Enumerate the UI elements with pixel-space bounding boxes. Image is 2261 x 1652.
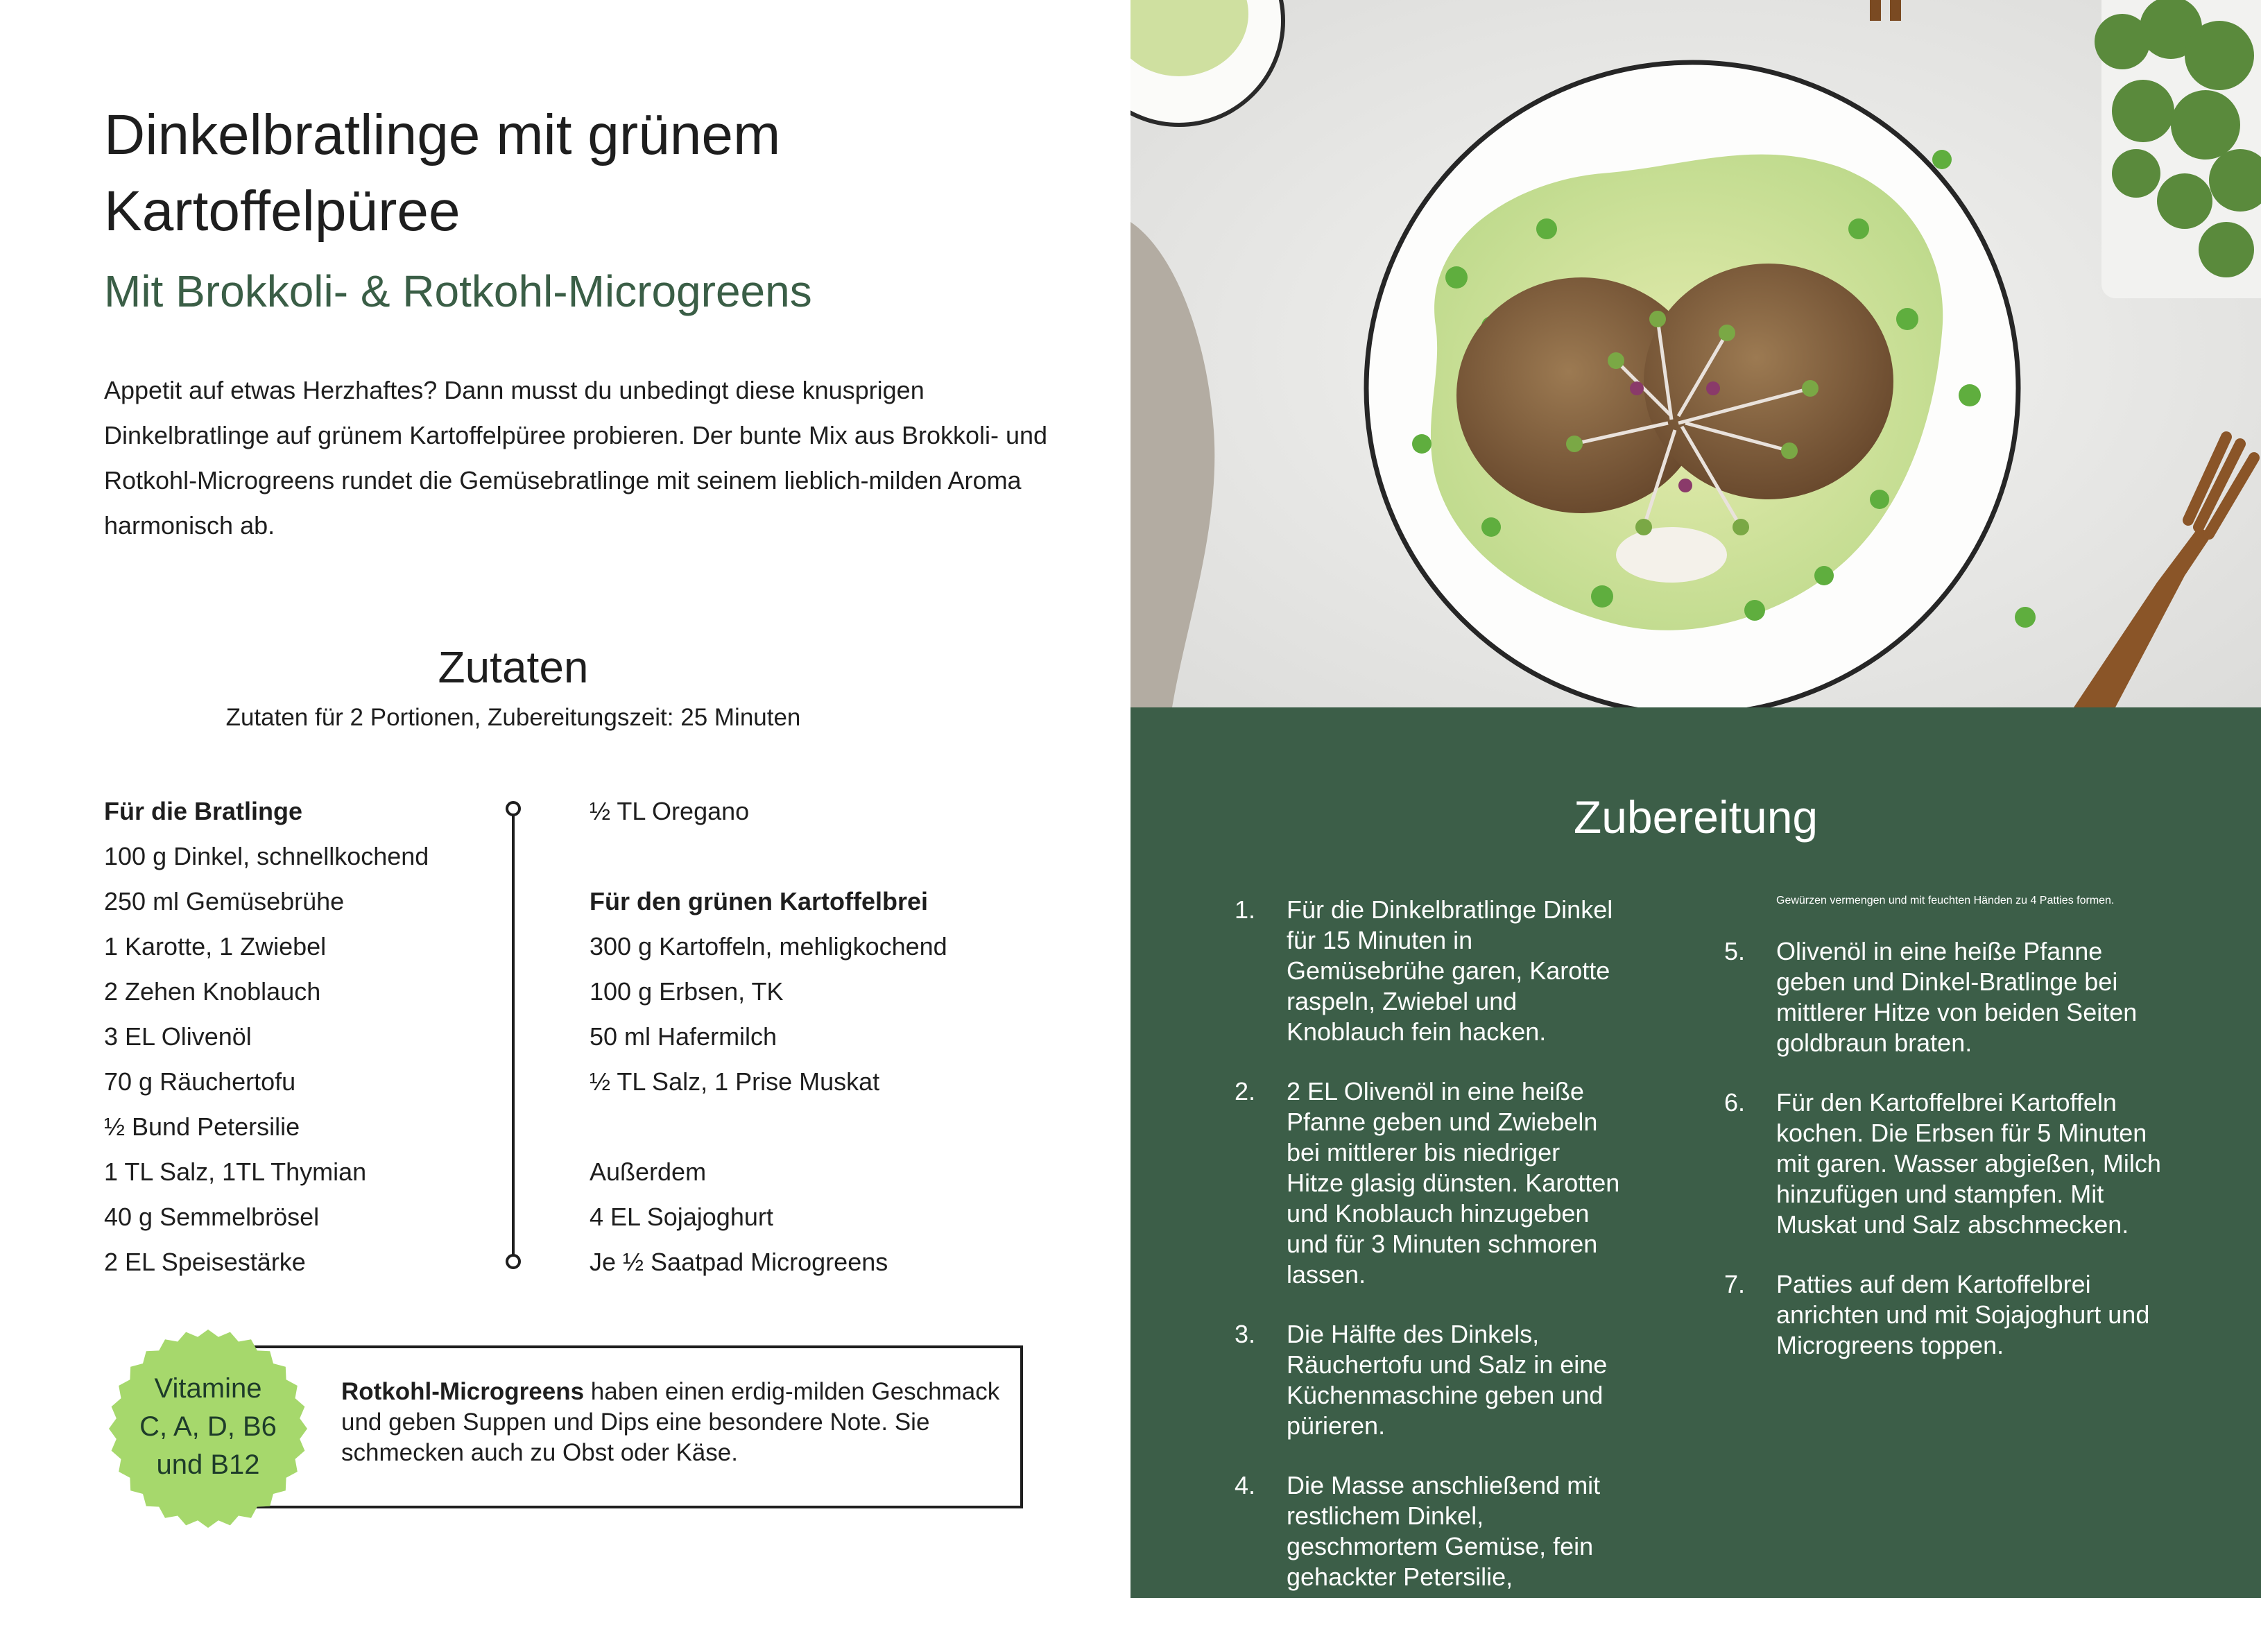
- step-number: 7.: [1724, 1270, 1746, 1298]
- step-number: 2.: [1235, 1077, 1256, 1105]
- ingredient-list-left: [104, 791, 492, 1287]
- divider-dot-bottom: [506, 1254, 521, 1269]
- divider-dot-top: [506, 801, 521, 816]
- step-item: [1724, 1087, 2161, 1240]
- step-item: [1235, 1319, 1623, 1441]
- badge-line-3: und B12: [156, 1449, 260, 1480]
- preparation-heading: Zubereitung: [1573, 791, 1819, 843]
- recipe-subtitle: Mit Brokkoli- & Rotkohl-Microgreens: [104, 266, 812, 316]
- ingredient-list-right: [590, 791, 1006, 1287]
- right-item: [590, 836, 1006, 881]
- step-item: [1235, 1076, 1623, 1290]
- step-number: 5.: [1724, 937, 1746, 965]
- step-text: Für den Kartoffelbrei Kartoffeln kochen. Die Erbsen für 5 Minuten mit garen. Wasser abgießen, Milch hinzufügen und stampfen. Mit Muskat und Salz abschmecken.: [1776, 1088, 2161, 1239]
- step-item: [1724, 936, 2161, 1058]
- vitamin-badge-text: [108, 1370, 309, 1484]
- steps-list-left: [1235, 895, 1623, 1652]
- step-item: [1235, 895, 1623, 1047]
- step-number: 4.: [1235, 1471, 1256, 1499]
- left-item: 250 ml Gemüsebrühe: [104, 887, 345, 915]
- ingredients-heading: Zutaten: [438, 642, 589, 692]
- left-item: 1 Karotte, 1 Zwiebel: [104, 932, 327, 961]
- right-item: 50 ml Hafermilch: [590, 1022, 777, 1051]
- ingredients-subheading: Zutaten für 2 Portionen, Zubereitungszeit: 25 Minuten: [225, 704, 801, 731]
- step-item: [1235, 1470, 1623, 1623]
- tip-bold: Rotkohl-Microgreens: [341, 1378, 585, 1405]
- right-item: [590, 1106, 1006, 1151]
- recipe-title: Dinkelbratlinge mit grünem Kartoffelpüree: [104, 103, 781, 243]
- left-item: 2 Zehen Knoblauch: [104, 977, 321, 1006]
- left-item: 70 g Räuchertofu: [104, 1067, 296, 1096]
- dish-illustration-icon: [1130, 0, 2261, 707]
- badge-line-2: C, A, D, B6: [139, 1411, 277, 1442]
- left-item: Für die Bratlinge: [104, 797, 303, 825]
- step-text: Patties auf dem Kartoffelbrei anrichten und mit Sojajoghurt und Microgreens toppen.: [1776, 1270, 2150, 1359]
- step-text: Die Hälfte des Dinkels, Räuchertofu und Salz in eine Küchenmaschine geben und pürieren.: [1287, 1320, 1608, 1440]
- left-item: 100 g Dinkel, schnellkochend: [104, 842, 429, 870]
- step-text: Die Masse anschließend mit restlichem Dinkel, geschmortem Gemüse, fein gehackter Petersilie, Semmelbröseln, Stärke und: [1287, 1471, 1601, 1621]
- step-number: 3.: [1235, 1320, 1256, 1348]
- right-item: 4 EL Sojajoghurt: [590, 1203, 773, 1231]
- right-item: ½ TL Salz, 1 Prise Muskat: [590, 1067, 880, 1096]
- left-item: 2 EL Speisestärke: [104, 1248, 306, 1276]
- step-number: 6.: [1724, 1088, 1746, 1117]
- tip-body: haben einen erdig-milden Geschmack und geben Suppen und Dips eine besondere Note. Sie schmecken auch zu Obst oder Käse.: [341, 1378, 1000, 1466]
- step-item: [1724, 1269, 2161, 1361]
- step-4-continued: Gewürzen vermengen und mit feuchten Händen zu 4 Patties formen.: [1776, 895, 2115, 906]
- step-text: Olivenöl in eine heiße Pfanne geben und Dinkel-Bratlinge bei mittlerer Hitze von beiden Seiten goldbraun braten.: [1776, 937, 2138, 1057]
- step-text: Für die Dinkelbratlinge Dinkel für 15 Minuten in Gemüsebrühe garen, Karotte raspeln, Zwiebel und Knoblauch fein hacken.: [1287, 895, 1613, 1046]
- right-item: 100 g Erbsen, TK: [590, 977, 784, 1006]
- left-item: 1 TL Salz, 1TL Thymian: [104, 1158, 367, 1186]
- intro-text: Appetit auf etwas Herzhaftes? Dann musst du unbedingt diese knusprigen Dinkelbratlinge auf grünem Kartoffelpüree probieren. Der bunte Mix aus Brokkoli- und Rotkohl-Microgreens rundet die Gemüsebratlinge mit seinem lieblich-milden Aroma harmonisch ab.: [104, 376, 1048, 540]
- step-text: 2 EL Olivenöl in eine heiße Pfanne geben und Zwiebeln bei mittlerer bis niedriger Hitze glasig dünsten. Karotten und Knoblauch hinzugeben und für 3 Minuten schmoren lassen.: [1287, 1077, 1620, 1289]
- right-item: Außerdem: [590, 1158, 707, 1186]
- left-item: ½ Bund Petersilie: [104, 1112, 300, 1141]
- right-page: [1130, 0, 2261, 1621]
- left-page: [0, 0, 1130, 1598]
- food-photo: [1130, 0, 2261, 707]
- right-item: 300 g Kartoffeln, mehligkochend: [590, 932, 947, 961]
- right-item: ½ TL Oregano: [590, 797, 750, 825]
- badge-line-1: Vitamine: [154, 1373, 262, 1404]
- ingredient-divider: [512, 808, 515, 1266]
- left-item: 40 g Semmelbrösel: [104, 1203, 320, 1231]
- steps-list-right: [1724, 895, 2161, 1390]
- right-item: Je ½ Saatpad Microgreens: [590, 1248, 888, 1276]
- step-number: 1.: [1235, 895, 1256, 924]
- left-item: 3 EL Olivenöl: [104, 1022, 252, 1051]
- tip-text: [341, 1377, 1000, 1468]
- right-item: Für den grünen Kartoffelbrei: [590, 887, 929, 915]
